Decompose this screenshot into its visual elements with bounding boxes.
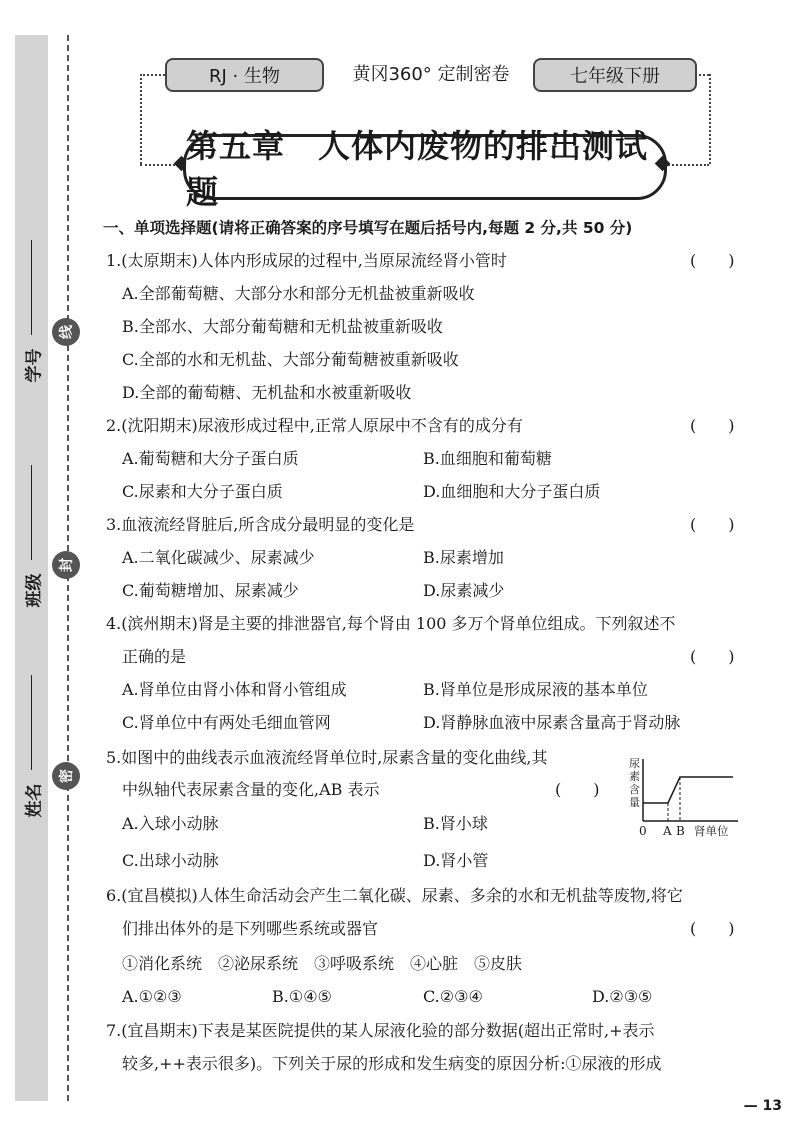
student-id-underline (31, 240, 32, 335)
q4-option-a: A.肾单位由肾小体和肾小管组成 (122, 680, 347, 699)
q4-option-c: C.肾单位中有两处毛细血管网 (122, 713, 331, 732)
q4-answer-blank[interactable]: ( ) (690, 647, 735, 666)
figure-tick-b: B (676, 824, 685, 838)
chapter-title: 第五章 人体内废物的排出测试题 (183, 134, 667, 200)
q5-stem-line1: 5.如图中的曲线表示血液流经肾单位时,尿素含量的变化曲线,其 (106, 748, 548, 767)
class-underline (31, 465, 32, 560)
q1-option-c: C.全部的水和无机盐、大部分葡萄糖被重新吸收 (122, 350, 459, 369)
q6-stem-line1: 6.(宜昌模拟)人体生命活动会产生二氧化碳、尿素、多余的水和无机盐等废物,将它 (106, 886, 683, 905)
name-field[interactable] (14, 770, 50, 920)
page-number: — 13 (743, 1098, 782, 1114)
q4-option-b: B.肾单位是形成尿液的基本单位 (423, 680, 648, 699)
q5-option-c: C.出球小动脉 (122, 851, 219, 870)
q2-stem: 2.(沈阳期末)尿液形成过程中,正常人原尿中不含有的成分有 (106, 416, 523, 435)
figure-ylabel-1: 尿 (629, 757, 640, 770)
urea-curve-figure (628, 755, 744, 840)
class-field[interactable] (14, 560, 50, 710)
q4-stem-line2: 正确的是 (122, 647, 187, 666)
q7-stem-line2: 较多,++表示很多)。下列关于尿的形成和发生病变的原因分析:①尿液的形成 (122, 1054, 662, 1073)
figure-ylabel-3: 含 (629, 783, 640, 796)
q1-option-b: B.全部水、大部分葡萄糖和无机盐被重新吸收 (122, 317, 443, 336)
section-heading: 一、单项选择题(请将正确答案的序号填写在题后括号内,每题 2 分,共 50 分) (103, 219, 633, 237)
q4-stem-line1: 4.(滨州期末)肾是主要的排泄器官,每个肾由 100 多万个肾单位组成。下列叙述不 (106, 614, 676, 633)
name-label: 姓名 (24, 783, 45, 817)
q1-stem: 1.(太原期末)人体内形成尿的过程中,当原尿流经肾小管时 (106, 251, 507, 270)
q5-option-a: A.入球小动脉 (122, 814, 219, 833)
q4-option-d: D.肾静脉血液中尿素含量高于肾动脉 (423, 713, 681, 732)
frame-dash-right (709, 74, 711, 164)
q6-option-a: A.①②③ (122, 987, 182, 1006)
seal-seal: 封 (52, 551, 80, 579)
q2-answer-blank[interactable]: ( ) (690, 416, 735, 435)
q3-option-c: C.葡萄糖增加、尿素减少 (122, 581, 299, 600)
urea-curve (643, 777, 733, 803)
student-id-label: 学号 (24, 348, 45, 382)
q3-option-a: A.二氧化碳减少、尿素减少 (122, 548, 315, 567)
q6-option-c: C.②③④ (423, 987, 483, 1006)
q6-items: ①消化系统 ②泌尿系统 ③呼吸系统 ④心脏 ⑤皮肤 (122, 954, 523, 973)
figure-ylabel-4: 量 (629, 796, 640, 809)
q1-option-d: D.全部的葡萄糖、无机盐和水被重新吸收 (122, 383, 412, 402)
q3-answer-blank[interactable]: ( ) (690, 515, 735, 534)
student-id-field[interactable] (14, 335, 50, 485)
frame-dash-left (140, 74, 142, 164)
q6-option-d: D.②③⑤ (592, 987, 653, 1006)
q5-option-d: D.肾小管 (423, 851, 489, 870)
q6-answer-blank[interactable]: ( ) (690, 919, 735, 938)
class-label: 班级 (24, 573, 45, 607)
q5-option-b: B.肾小球 (423, 814, 488, 833)
seal-line: 线 (52, 318, 80, 346)
q3-stem: 3.血液流经肾脏后,所含成分最明显的变化是 (106, 515, 415, 534)
header-dash-left (140, 74, 165, 76)
name-underline (31, 675, 32, 770)
figure-ylabel-2: 素 (629, 770, 640, 783)
figure-xlabel: 肾单位 (694, 824, 729, 838)
q5-stem-line2: 中纵轴代表尿素含量的变化,AB 表示 (122, 780, 380, 799)
q1-answer-blank[interactable]: ( ) (690, 251, 735, 270)
figure-tick-a: A (663, 824, 672, 838)
q7-stem-line1: 7.(宜昌期末)下表是某医院提供的某人尿液化验的部分数据(超出正常时,+表示 (106, 1021, 655, 1040)
subject-badge: RJ · 生物 (165, 58, 324, 92)
q5-answer-blank[interactable]: ( ) (555, 780, 600, 799)
q2-option-c: C.尿素和大分子蛋白质 (122, 482, 283, 501)
q2-option-d: D.血细胞和大分子蛋白质 (423, 482, 601, 501)
q3-option-b: B.尿素增加 (423, 548, 504, 567)
q6-option-b: B.①④⑤ (272, 987, 332, 1006)
grade-badge: 七年级下册 (533, 58, 697, 92)
seal-secret: 密 (52, 762, 80, 790)
q2-option-a: A.葡萄糖和大分子蛋白质 (122, 449, 299, 468)
series-name: 黄冈360° 定制密卷 (352, 64, 510, 85)
q1-option-a: A.全部葡萄糖、大部分水和部分无机盐被重新吸收 (122, 284, 475, 303)
q3-option-d: D.尿素减少 (423, 581, 505, 600)
q6-stem-line2: 们排出体外的是下列哪些系统或器官 (122, 919, 379, 938)
figure-origin: 0 (639, 824, 647, 838)
q2-option-b: B.血细胞和葡萄糖 (423, 449, 552, 468)
